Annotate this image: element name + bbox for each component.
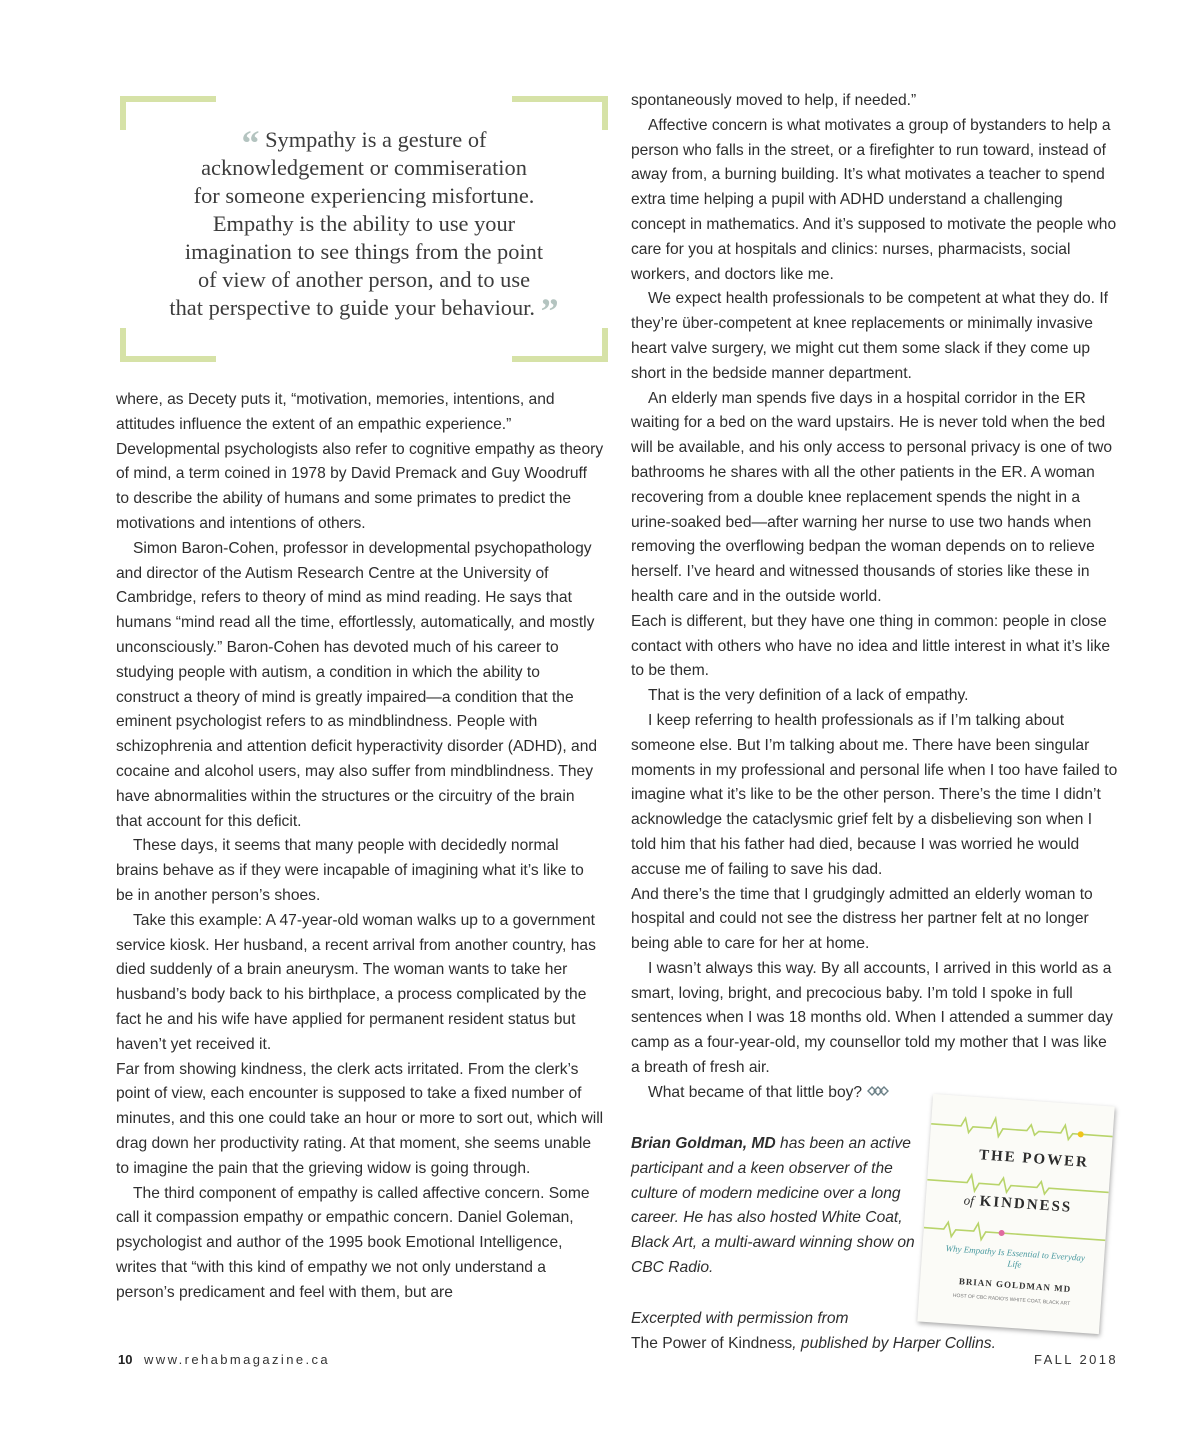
paragraph: Affective concern is what motivates a group of bystanders to help a person who falls in the street, or a firefighter to run toward, instead of away from, a burning building. It’s what motivates a teacher to spend extra time helping a pupil with ADHD understand a challenging concept in mathematics. And it’s supposed to motivate the people who care for you at hospitals and clinics: nurses, pharmacists, social workers, and doctors like me. [631, 116, 1117, 283]
paragraph: I keep referring to health professionals as if I’m talking about someone else. But I’m talking about me. There have been singular moments in my professional and personal life when I too have failed to imagine what it’s like to be the other person. There’s the time I didn’t acknowledge the cataclysmic grief felt by a disbelieving son when I told him that his father had died, because I was worried he would accuse me of failing to save his dad. [631, 711, 1118, 878]
paragraph: where, as Decety puts it, “motivation, memories, intentions, and attitudes influence the extent of an empathic experience.” Developmental psychologists also refer to cognitive empathy as theory of mind, a term coined in 1978 by David Premack and Guy Woodruff to describe the ability of humans and some primates to predict the motivations and intentions of others. [116, 391, 604, 532]
website-link[interactable]: www.rehabmagazine.ca [144, 1352, 331, 1367]
author-bio [631, 1132, 931, 1281]
bracket-bottom-right [512, 356, 608, 362]
pull-quote-text [120, 123, 608, 331]
bracket-top-right [512, 96, 608, 102]
pull-quote-line: “ Sympathy is a gesture of [241, 123, 487, 163]
bracket-right-bottom [602, 328, 608, 362]
book-subtitle: Why Empathy Is Essential to Everyday Life [945, 1243, 1086, 1270]
pull-quote-line: Empathy is the ability to use your [212, 211, 516, 236]
paragraph: These days, it seems that many people with decidedly normal brains behave as if they were incapable of imagining what it’s like to be in another person’s shoes. [116, 837, 584, 904]
paragraph: That is the very definition of a lack of empathy. [648, 687, 969, 705]
paragraph: What became of that little boy? [631, 1081, 1119, 1106]
bracket-right-top [602, 96, 608, 130]
pull-quote-line: for someone experiencing misfortune. [193, 183, 535, 208]
pull-quote-line: of view of another person, and to use [197, 267, 531, 292]
heartbeat-line-icon [930, 1110, 1113, 1147]
book-tagline: HOST OF CBC RADIO'S WHITE COAT, BLACK ART [952, 1292, 1071, 1307]
paragraph: Take this example: A 47-year-old woman walks up to a government service kiosk. Her husband, a recent arrival from another country, has died suddenly of a brain aneurysm. The woman wants to take her husband’s body back to his birthplace, a process complicated by the fact he and his wife have applied for permanent resident status but haven’t yet received it. [116, 911, 596, 1053]
paragraph: I wasn’t always this way. By all accounts, I arrived in this world as a smart, loving, bright, and precocious baby. I’m told I spoke in full sentences when I was 18 months old. When I attended a summer day camp as a four-year-old, my counsellor told my mother that I was like a breath of fresh air. [631, 959, 1113, 1077]
author-name: Brian Goldman, MD [631, 1135, 776, 1152]
close-quote-icon: ” [540, 291, 559, 331]
paragraph: spontaneously moved to help, if needed.” [631, 92, 917, 109]
paragraph: Far from showing kindness, the clerk acts irritated. From the clerk’s point of view, each encounter is supposed to take a fixed number of minutes, and this one could take an hour or more to sort out, which will drag down her productivity rating. At that moment, she seems unable to imagine the pain that the grieving widow is going through. [116, 1060, 604, 1177]
paragraph: The third component of empathy is called affective concern. Some call it compassion empathy or empathic concern. Daniel Goleman, psychologist and author of the 1995 book Emotional Intelligence, writes that “with this kind of empathy we not only understand a person’s predicament and feel with them, but are [116, 1184, 590, 1301]
author-bio-text: has been an active participant and a keen observer of the culture of modern medicine over a long career. He has also hosted White Coat, Black Art, a multi-award winning show on CBC Radio. [631, 1135, 915, 1276]
book-cover-image [917, 1094, 1114, 1334]
paragraph: Simon Baron-Cohen, professor in developmental psychopathology and director of the Autism Research Centre at the University of Cambridge, refers to theory of mind as mind reading. He says that humans “mind read all the time, effortlessly, automatically, and mostly unconsciously.” Baron-Cohen has devoted much of his career to studying people with autism, a condition in which the ability to construct a theory of mind is greatly impaired—a condition that the eminent psychologist refers to as mindblindness. People with schizophrenia and attention deficit hyperactivity disorder (ADHD), and cocaine and alcohol users, may also suffer from mindblindness. They have abnormalities within the structures or the circuitry of the brain that account for this deficit. [116, 539, 598, 830]
book-title-line-1: THE POWER [978, 1147, 1090, 1171]
page-footer [118, 1352, 1118, 1372]
right-column [631, 89, 1119, 1106]
page-number: 10 [118, 1352, 133, 1367]
bracket-top-left [120, 96, 216, 102]
end-mark-icon [866, 1085, 890, 1097]
left-column [116, 388, 604, 1305]
issue-label: FALL 2018 [1033, 1352, 1118, 1367]
pull-quote [120, 96, 608, 362]
credit-line-1: Excerpted with permission from [631, 1310, 849, 1327]
paragraph: And there’s the time that I grudgingly admitted an elderly woman to hospital and could not see the distress her partner felt at no longer being able to care for her at home. [631, 885, 1093, 953]
open-quote-icon: “ [241, 123, 260, 163]
paragraph: An elderly man spends five days in a hospital corridor in the ER waiting for a bed on the ward upstairs. He is never told when the bed will be available, and his only access to personal privacy is one of two bathrooms he shares with all the other patients in the ER. A woman recovering from a double knee replacement spends the night in a urine-soaked bed—after warning her nurse to use two hands when removing the overflowing bedpan the woman depends on to relieve herself. I’ve heard and witnessed thousands of stories like these in health care and in the outside world. [631, 389, 1113, 605]
book-title: The Power of Kindness [631, 1334, 793, 1352]
pull-quote-line: that perspective to guide your behaviour. ” [169, 291, 559, 331]
paragraph: We expect health professionals to be competent at what they do. If they’re über-competent at knee replacements or minimally invasive heart valve surgery, we might cut them some slack if they come up short in the bedside manner department. [631, 290, 1109, 382]
publisher-text: , published by Harper Collins. [792, 1334, 996, 1352]
bracket-bottom-left [120, 356, 216, 362]
book-title-line-2: of KINDNESS [963, 1192, 1073, 1216]
bracket-left-top [120, 96, 126, 130]
paragraph: Each is different, but they have one thing in common: people in close contact with others who have no idea and little interest in what it’s like to be them. [631, 612, 1111, 680]
bracket-left-bottom [120, 328, 126, 362]
pull-quote-line: acknowledgement or commiseration [201, 155, 527, 180]
book-author: BRIAN GOLDMAN MD [958, 1276, 1072, 1295]
pull-quote-line: imagination to see things from the point [184, 239, 544, 264]
